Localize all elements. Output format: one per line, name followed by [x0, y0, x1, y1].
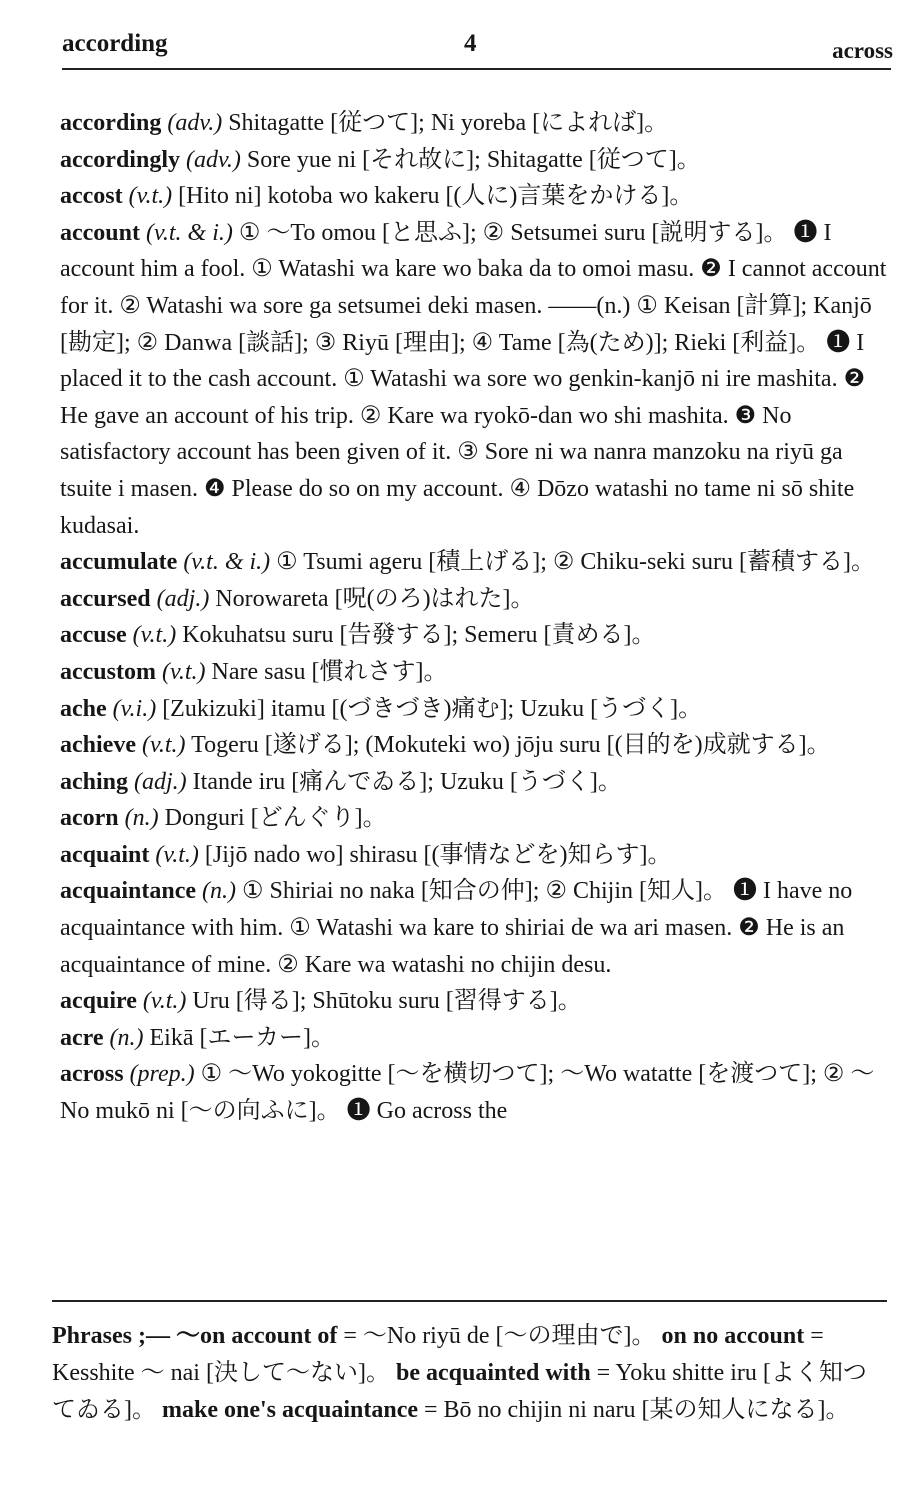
headword: accustom: [60, 658, 156, 685]
headword: across: [60, 1061, 124, 1088]
header-rule: [62, 68, 891, 70]
part-of-speech: (n.): [109, 1024, 144, 1051]
headword: according: [60, 110, 162, 136]
running-head-first-word: according: [62, 30, 168, 57]
part-of-speech: (v.i.): [112, 695, 157, 722]
part-of-speech: (adv.): [167, 110, 223, 136]
entry-accordingly: [60, 142, 893, 179]
definition: [Zukizuki] itamu [(づきづき)痛む]; Uzuku [うづく]。: [156, 695, 703, 722]
headword: acquaintance: [60, 878, 197, 905]
part-of-speech: (v.t.): [155, 841, 199, 868]
definition: Norowareta [呪(のろ)はれた]。: [209, 585, 535, 612]
dictionary-entries: [60, 105, 893, 1130]
entry-accumulate: [60, 544, 893, 581]
entry-acquaintance: [60, 873, 893, 983]
part-of-speech: (v.t.): [132, 622, 177, 649]
headword: account: [60, 219, 140, 246]
page-number: 4: [464, 30, 477, 57]
part-of-speech: (v.t. & i.): [183, 549, 271, 576]
headword: accuse: [60, 622, 127, 649]
phrase: make one's acquaintance: [162, 1397, 419, 1423]
phrases-section: [52, 1318, 889, 1429]
entry-accursed: [60, 581, 893, 618]
definition: Uru [得る]; Shūtoku suru [習得する]。: [186, 988, 582, 1015]
part-of-speech: (n.): [124, 805, 159, 832]
definition: Itande iru [痛んでゐる]; Uzuku [うづく]。: [186, 768, 622, 795]
definition: ① Tsumi ageru [積上げる]; ② Chiku-seki suru [蓄積する]。: [270, 549, 876, 576]
part-of-speech: (v.t. & i.): [146, 219, 233, 246]
definition: Eikā [エーカー]。: [143, 1024, 336, 1051]
phrase-meaning: = Bō no chijin ni naru [某の知人になる]。: [418, 1397, 850, 1423]
phrase-meaning: = Kesshite ～ nai [決して～ない]。: [52, 1323, 824, 1386]
entry-achieve: [60, 727, 893, 764]
part-of-speech: (v.t.): [128, 183, 173, 210]
definition: Nare sasu [慣れさす]。: [205, 658, 448, 685]
part-of-speech: (adv.): [186, 146, 241, 173]
phrase: on no account: [661, 1323, 805, 1349]
definition: ① Shiriai no naka [知合の仲]; ② Chijin [知人]。 ❶ I have no acquaintance with him. ① Watashi wa kare to shiriai de wa ari masen. ❷ He is an acquaintance of mine. ② Kare wa watashi no chijin desu.: [60, 878, 853, 978]
definition: Togeru [遂げる]; (Mokuteki wo) jōju suru [(目的を)成就する]。: [185, 732, 831, 759]
definition: [Jijō nado wo] shirasu [(事情などを)知らす]。: [198, 841, 672, 868]
definition: ① ～Wo yokogitte [～を横切つて]; ～Wo watatte [を渡つて]; ② ～No mukō ni [～の向ふに]。 ❶ Go across the: [60, 1061, 875, 1125]
phrases-rule: [52, 1300, 887, 1302]
entry-accost: [60, 178, 893, 215]
definition: Kokuhatsu suru [告發する]; Semeru [責める]。: [176, 622, 656, 649]
entry-ache: [60, 691, 893, 728]
part-of-speech: (adj.): [134, 768, 187, 795]
entry-acorn: [60, 800, 893, 837]
headword: ache: [60, 695, 107, 722]
headword: acquaint: [60, 841, 150, 868]
headword: accursed: [60, 585, 151, 612]
entry-account: [60, 215, 893, 544]
headword: accordingly: [60, 146, 180, 173]
entry-aching: [60, 764, 893, 801]
phrase: ～on account of: [175, 1323, 338, 1349]
part-of-speech: (adj.): [156, 585, 210, 612]
definition: Shitagatte [従つて]; Ni yoreba [によれば]。: [222, 110, 669, 136]
phrase: be acquainted with: [395, 1360, 591, 1386]
headword: achieve: [60, 732, 136, 759]
definition: [Hito ni] kotoba wo kakeru [(人に)言葉をかける]。: [172, 183, 694, 210]
definition: ① ～To omou [と思ふ]; ② Setsumei suru [説明する]。 ❶ I account him a fool. ① Watashi wa kare wo baka da to omoi masu. ❷ I cannot account for it. ② Watashi wa sore ga setsumei deki masen. ——(n.) ① Keisan [計算]; Kanjō [勘定]; ② Danwa [談話]; ③ Riyū [理由]; ④ Tame [為(ため)]; Rieki [利益]。 ❶ I placed it to the cash account. ① Watashi wa sore wo genkin-kanjō ni ire mashita. ❷ He gave an account of his trip. ② Kare wa ryokō-dan wo shi mashita. ❸ No satisfactory account has been given of it. ③ Sore ni wa nanra manzoku na riyū ga tsuite i masen. ❹ Please do so on my account. ④ Dōzo watashi no tame ni sō shite kudasai.: [60, 219, 887, 539]
headword: acquire: [60, 988, 137, 1015]
phrase-meaning: = Yoku shitte iru [よく知つてゐる]。: [52, 1360, 867, 1423]
entry-acquire: [60, 983, 893, 1020]
headword: acorn: [60, 805, 119, 832]
running-head-last-word: across: [832, 38, 893, 63]
definition: Sore yue ni [それ故に]; Shitagatte [従つて]。: [240, 146, 701, 173]
part-of-speech: (v.t.): [142, 988, 187, 1015]
part-of-speech: (n.): [202, 878, 236, 905]
page-header: [62, 26, 893, 68]
entry-according: [60, 105, 893, 142]
part-of-speech: (v.t.): [161, 658, 206, 685]
part-of-speech: (prep.): [129, 1061, 195, 1088]
entry-accuse: [60, 617, 893, 654]
headword: accost: [60, 183, 123, 210]
headword: acre: [60, 1024, 104, 1051]
headword: aching: [60, 768, 129, 795]
entry-acquaint: [60, 837, 893, 874]
headword: accumulate: [60, 549, 178, 576]
phrase-meaning: = ～No riyū de [～の理由で]。: [337, 1323, 656, 1349]
entry-accustom: [60, 654, 893, 691]
definition: Donguri [どんぐり]。: [158, 805, 387, 832]
phrases-label: Phrases ;—: [52, 1323, 170, 1349]
part-of-speech: (v.t.): [141, 732, 186, 759]
entry-across: [60, 1056, 893, 1129]
entry-acre: [60, 1020, 893, 1057]
